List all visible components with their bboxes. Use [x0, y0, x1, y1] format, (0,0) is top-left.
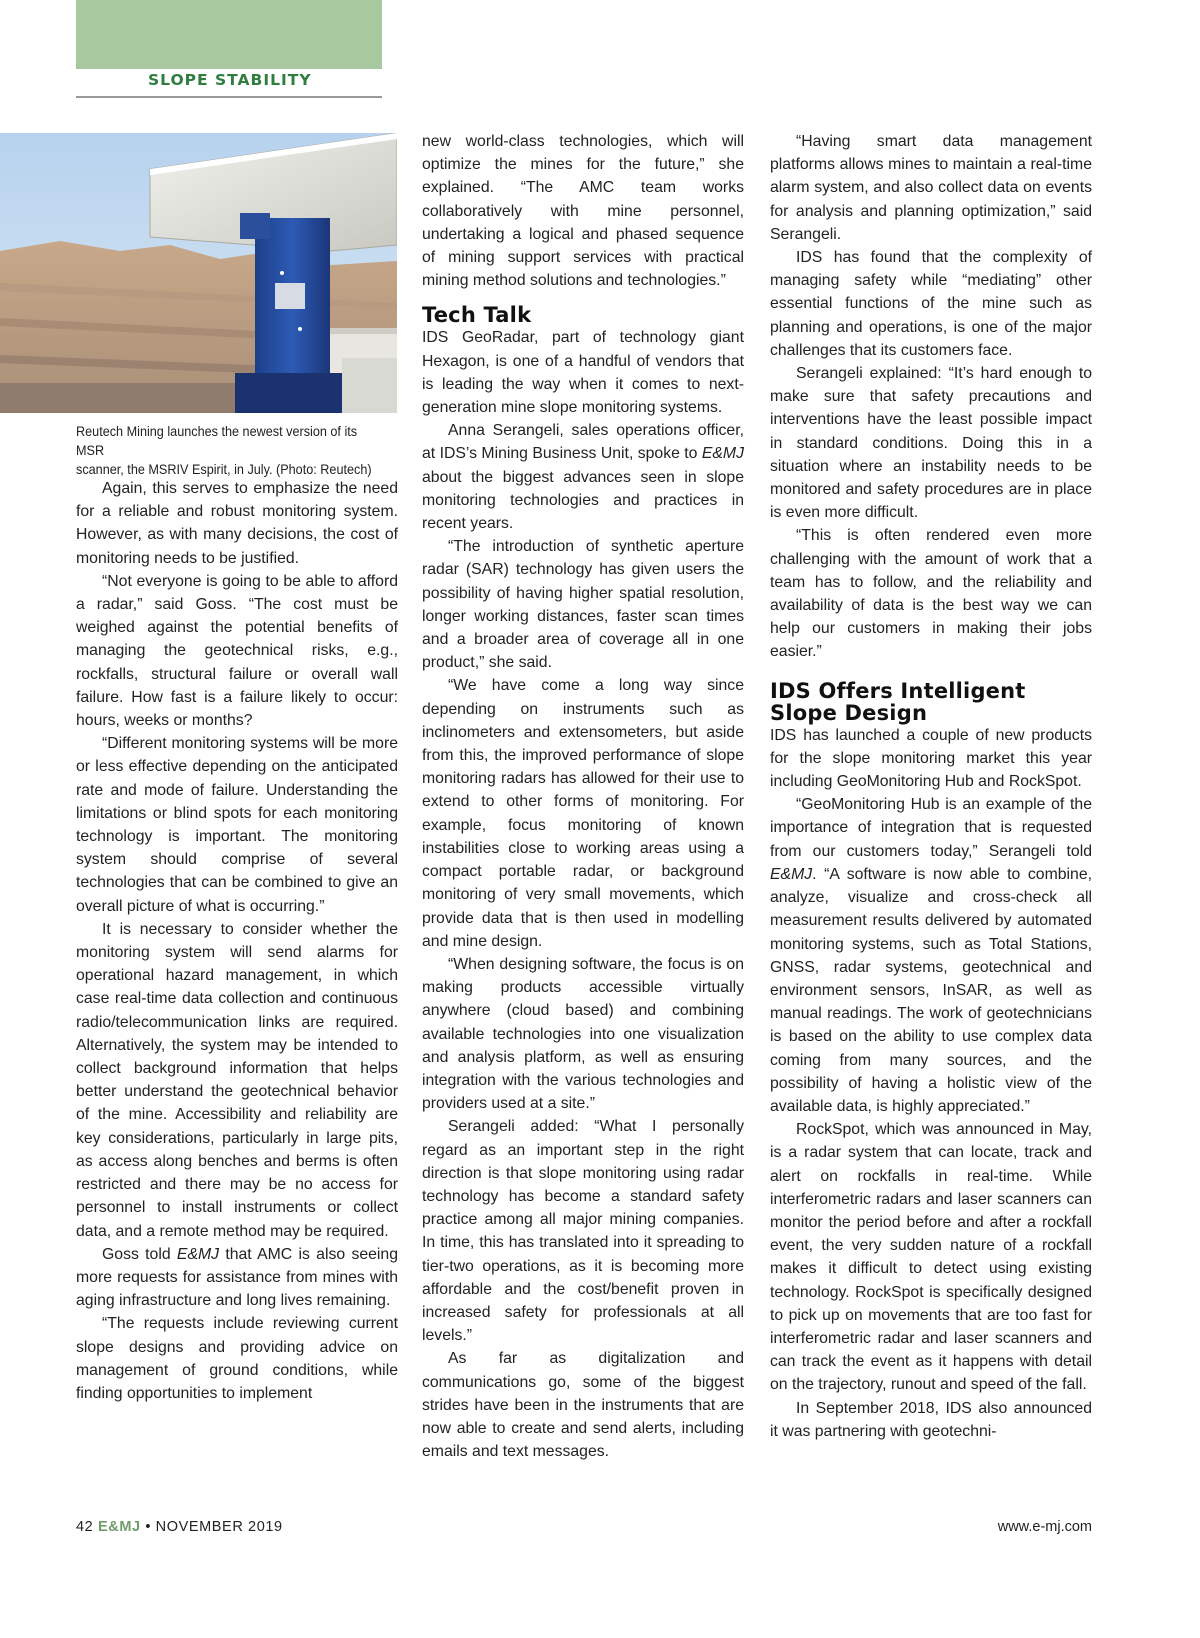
paragraph: “Not everyone is going to be able to afford a radar,” said Goss. “The cost must be weighed against the potential benefits of managing the geotechnical risks, e.g., rockfalls, structural failure or overall wall failure. How fast is a failure likely to occur: hours, weeks or months?	[76, 572, 398, 730]
paragraph: Serangeli added: “What I personally regard as an important step in the right direction is that slope monitoring using radar technology has become a standard safety practice among all major mining companies. In time, this has translated into it spreading to tier-two operations, as it is becoming more affordable and the cost/benefit proven in increased safety for professionals at all levels.”	[422, 1118, 744, 1345]
paragraph: “The introduction of synthetic aperture radar (SAR) technology has given users the possibility of having higher spatial resolution, longer working distances, faster scan times and a broader area of coverage all in one product,” she said.	[422, 538, 744, 672]
photo-illustration	[0, 133, 397, 413]
paragraph: “Having smart data management platforms allows mines to maintain a real-time alarm system, and also collect data on events for analysis and planning optimization,” said Serangeli.	[770, 133, 1092, 243]
paragraph: As far as digitalization and communications go, some of the biggest strides have been in the instruments that are now able to create and send alerts, including emails and text messages.	[422, 1350, 744, 1461]
header-color-band	[76, 0, 382, 69]
paragraph: It is necessary to consider whether the monitoring system will send alarms for operational hazard management, in which case real-time data collection and continuous radio/telecommunication links are required. Alternatively, the system may be intended to collect background information that helps better understand the geotechnical behavior of the mine. Accessibility and reliability are key considerations, particularly in large pits, as access along benches and berms is often restricted and there may be no access for personnel to install instruments or collect data, and a remote method may be required.	[76, 920, 398, 1240]
caption-line: Reutech Mining launches the newest version of its MSR	[76, 424, 358, 458]
paragraph: RockSpot, which was announced in May, is a radar system that can locate, track and alert on rockfalls in real-time. While interferometric radars and laser scanners can monitor the period before and after a rockfall event, the very sudden nature of a rockfall makes it difficult to detect using existing technology. RockSpot is specifically designed to pick up on movements that are too fast for interferometric radar and laser scanners and can track the event as it happens with detail on the trajectory, runout and speed of the fall.	[770, 1121, 1092, 1394]
section-divider	[76, 96, 382, 98]
paragraph: “This is often rendered even more challenging with the amount of work that a team has to follow, and the reliability and availability of data is the best way we can help our customers in making their jobs easier.”	[770, 527, 1092, 661]
article-column-3	[770, 130, 1092, 1443]
paragraph: Again, this serves to emphasize the need for a reliable and robust monitoring system. However, as with many decisions, the cost of monitoring needs to be justified.	[76, 480, 398, 567]
paragraph: new world-class technologies, which will optimize the mines for the future,” she explained. “The AMC team works collaboratively with mine personnel, undertaking a logical and phased sequence of mining support services with practical mining method solutions and technologies.”	[422, 133, 744, 290]
paragraph: IDS has found that the complexity of managing safety while “mediating” other essential functions of the mine such as planning and operations, is one of the major challenges that its customers face.	[770, 249, 1092, 359]
paragraph: IDS GeoRadar, part of technology giant Hexagon, is one of a handful of vendors that is leading the way when it comes to next-generation mine slope monitoring systems.	[422, 329, 744, 417]
paragraph: IDS has launched a couple of new products for the slope monitoring market this year including GeoMonitoring Hub and RockSpot.	[770, 726, 1092, 791]
footer-brand: E&MJ	[97, 1519, 141, 1535]
footer-folio	[76, 1519, 283, 1535]
paragraph: Goss told E&MJ that AMC is also seeing more requests for assistance from mines with aging infrastructure and long lives remaining.	[76, 1245, 398, 1310]
caption-line: scanner, the MSRIV Espirit, in July. (Photo: Reutech)	[76, 462, 372, 477]
publication-name: E&MJ	[770, 865, 813, 883]
paragraph: “GeoMonitoring Hub is an example of the importance of integration that is requested from our customers today,” Serangeli told E&MJ. “A software is now able to combine, analyze, visualize and cross-check all measurement results delivered by automated monitoring systems, such as Total Stations, GNSS, radar systems, geotechnical and environment sensors, InSAR, as well as manual readings. The work of geotechnicians is based on the ability to use complex data coming from many sources, and the possibility of having a holistic view of the available data, is highly appreciated.”	[770, 796, 1092, 1115]
paragraph: “The requests include reviewing current slope designs and providing advice on management of ground conditions, while finding opportunities to implement	[76, 1315, 398, 1402]
article-column-2	[422, 130, 744, 1463]
paragraph: Serangeli explained: “It’s hard enough to make sure that safety precautions and interventions have the least possible impact in standard conditions. Doing this in a situation where an instability needs to be monitored and safety procedures are in place is even more difficult.	[770, 365, 1092, 522]
paragraph: “When designing software, the focus is on making products accessible virtually anywhere (cloud based) and combining available technologies into one visualization and analysis platform, as well as ensuring integration with the various technologies and providers used at a site.”	[422, 955, 744, 1113]
article-column-1	[76, 477, 398, 1405]
photo-caption	[76, 422, 374, 479]
paragraph: “We have come a long way since depending on instruments such as inclinometers and extensometers, but aside from this, the improved performance of slope monitoring radars has allowed for their use to extend to other forms of monitoring. For example, focus monitoring of known instabilities close to working areas using a compact portable radar, or background monitoring of very small movements, which provide data that is then used in modelling and mine design.	[422, 677, 744, 950]
paragraph: “Different monitoring systems will be more or less effective depending on the anticipated rate and mode of failure. Understanding the limitations or blind spots for each monitoring technology is important. The monitoring system should comprise of several technologies that can be combined to give an overall picture of what is occurring.”	[76, 735, 398, 915]
publication-name: E&MJ	[701, 445, 744, 463]
page-number: 42	[76, 1519, 94, 1535]
article-photo	[0, 133, 397, 413]
paragraph: Anna Serangeli, sales operations officer, at IDS’s Mining Business Unit, spoke to E&MJ about the biggest advances seen in slope monitoring technologies and practices in recent years.	[422, 422, 744, 533]
publication-name: E&MJ	[176, 1245, 220, 1263]
section-label: SLOPE STABILITY	[148, 71, 312, 89]
footer-website: www.e-mj.com	[997, 1519, 1092, 1535]
subheading-tech-talk: Tech Talk	[422, 303, 532, 328]
subheading-ids-offers: IDS Offers Intelligent Slope Design	[770, 678, 1026, 725]
paragraph: In September 2018, IDS also announced it was partnering with geotechni-	[770, 1399, 1092, 1440]
issue-date: • NOVEMBER 2019	[145, 1519, 283, 1535]
